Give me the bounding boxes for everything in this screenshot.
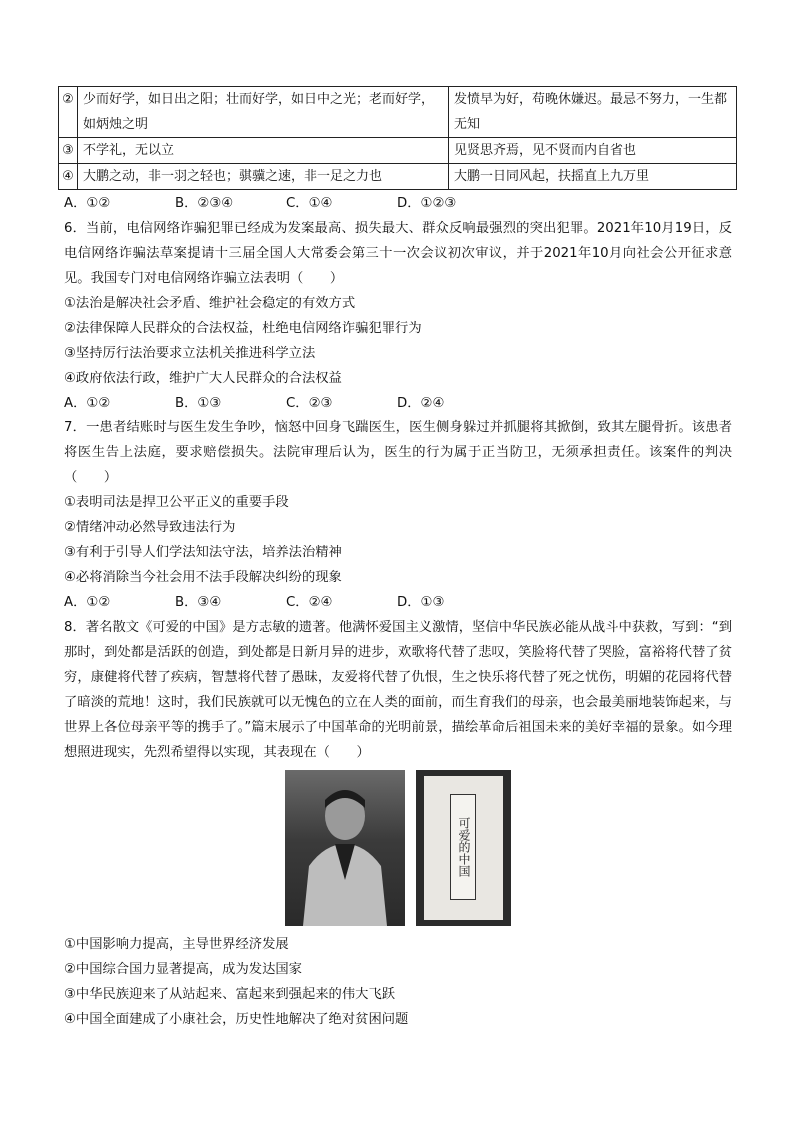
option-c: C．①④ — [286, 196, 333, 211]
option-d: D．②④ — [397, 396, 445, 411]
table-cell-right: 见贤思齐焉，见不贤而内自省也 — [449, 138, 737, 164]
q5-options — [64, 191, 456, 216]
option-b: B．②③④ — [175, 196, 234, 211]
q6-item-4: ④政府依法行政，维护广大人民群众的合法权益 — [64, 371, 342, 386]
option-a: A．①② — [64, 396, 111, 411]
q7-item-1: ①表明司法是捍卫公平正义的重要手段 — [64, 495, 289, 510]
q7-item-4: ④必将消除当今社会用不法手段解决纠纷的现象 — [64, 570, 342, 585]
portrait-photo — [285, 770, 405, 926]
option-c: C．②④ — [286, 595, 333, 610]
option-c: C．②③ — [286, 396, 333, 411]
table-row — [59, 87, 737, 138]
q8-item-2: ②中国综合国力显著提高，成为发达国家 — [64, 962, 302, 977]
option-d: D．①③ — [397, 595, 445, 610]
table-row — [59, 138, 737, 164]
option-a: A．①② — [64, 595, 111, 610]
table-cell-left: 大鹏之动，非一羽之轻也；骐骥之速，非一足之力也 — [78, 164, 449, 190]
q7-stem: 7．一患者结账时与医生发生争吵，恼怒中回身飞踹医生，医生侧身躲过并抓腿将其掀倒，致其左腿骨折。该患者将医生告上法庭，要求赔偿损失。法院审理后认为，医生的行为属于正当防卫，无须承担责任。该案件的判决（ ） — [64, 420, 732, 485]
q7-item-3: ③有利于引导人们学法知法守法，培养法治精神 — [64, 545, 342, 560]
row-number: ② — [59, 87, 78, 138]
q7-item-2: ②情绪冲动必然导致违法行为 — [64, 520, 236, 535]
q6-item-2: ②法律保障人民群众的合法权益，杜绝电信网络诈骗犯罪行为 — [64, 321, 422, 336]
comparison-table — [58, 86, 737, 190]
option-d: D．①②③ — [397, 196, 457, 211]
q6-item-1: ①法治是解决社会矛盾、维护社会稳定的有效方式 — [64, 296, 356, 311]
option-b: B．①③ — [175, 396, 222, 411]
q7-options — [64, 590, 444, 615]
q6-stem: 6．当前，电信网络诈骗犯罪已经成为发案最高、损失最大、群众反响最强烈的突出犯罪。2021年10月19日，反电信网络诈骗法草案提请十三届全国人大常委会第三十一次会议初次审议，并于2021年10月向社会公开征求意见。我国专门对电信网络诈骗立法表明（ ） — [64, 221, 732, 286]
q8-item-4: ④中国全面建成了小康社会，历史性地解决了绝对贫困问题 — [64, 1012, 409, 1027]
q8-figure — [285, 770, 511, 926]
option-b: B．③④ — [175, 595, 222, 610]
table-row — [59, 164, 737, 190]
table-cell-right: 发愤早为好，苟晚休嫌迟。最忌不努力，一生都无知 — [449, 87, 737, 138]
book-cover — [416, 770, 511, 926]
row-number: ③ — [59, 138, 78, 164]
table-cell-left: 不学礼，无以立 — [78, 138, 449, 164]
q6-options — [64, 391, 444, 416]
row-number: ④ — [59, 164, 78, 190]
q8-item-1: ①中国影响力提高，主导世界经济发展 — [64, 937, 289, 952]
book-title: 可爱的中国 — [450, 794, 476, 900]
table-cell-right: 大鹏一日同风起，扶摇直上九万里 — [449, 164, 737, 190]
option-a: A．①② — [64, 196, 111, 211]
portrait-illustration — [285, 770, 405, 926]
q8-stem: 8．著名散文《可爱的中国》是方志敏的遗著。他满怀爱国主义激情，坚信中华民族必能从战斗中获救，写到：“到那时，到处都是活跃的创造，到处都是日新月异的进步，欢歌将代替了悲叹，笑脸将代替了哭脸，富裕将代替了贫穷，康健将代替了疾病，智慧将代替了愚昧，友爱将代替了仇恨，生之快乐将代替了死之忧伤，明媚的花园将代替了暗淡的荒地！这时，我们民族就可以无愧色的立在人类的面前，而生育我们的母亲，也会最美丽地装饰起来，与世界上各位母亲平等的携手了。”篇末展示了中国革命的光明前景，描绘革命后祖国未来的美好幸福的景象。如今理想照进现实，先烈希望得以实现，其表现在（ ） — [64, 620, 732, 760]
q8-item-3: ③中华民族迎来了从站起来、富起来到强起来的伟大飞跃 — [64, 987, 396, 1002]
q6-item-3: ③坚持厉行法治要求立法机关推进科学立法 — [64, 346, 316, 361]
table-cell-left: 少而好学，如日出之阳；壮而好学，如日中之光；老而好学，如炳烛之明 — [78, 87, 449, 138]
